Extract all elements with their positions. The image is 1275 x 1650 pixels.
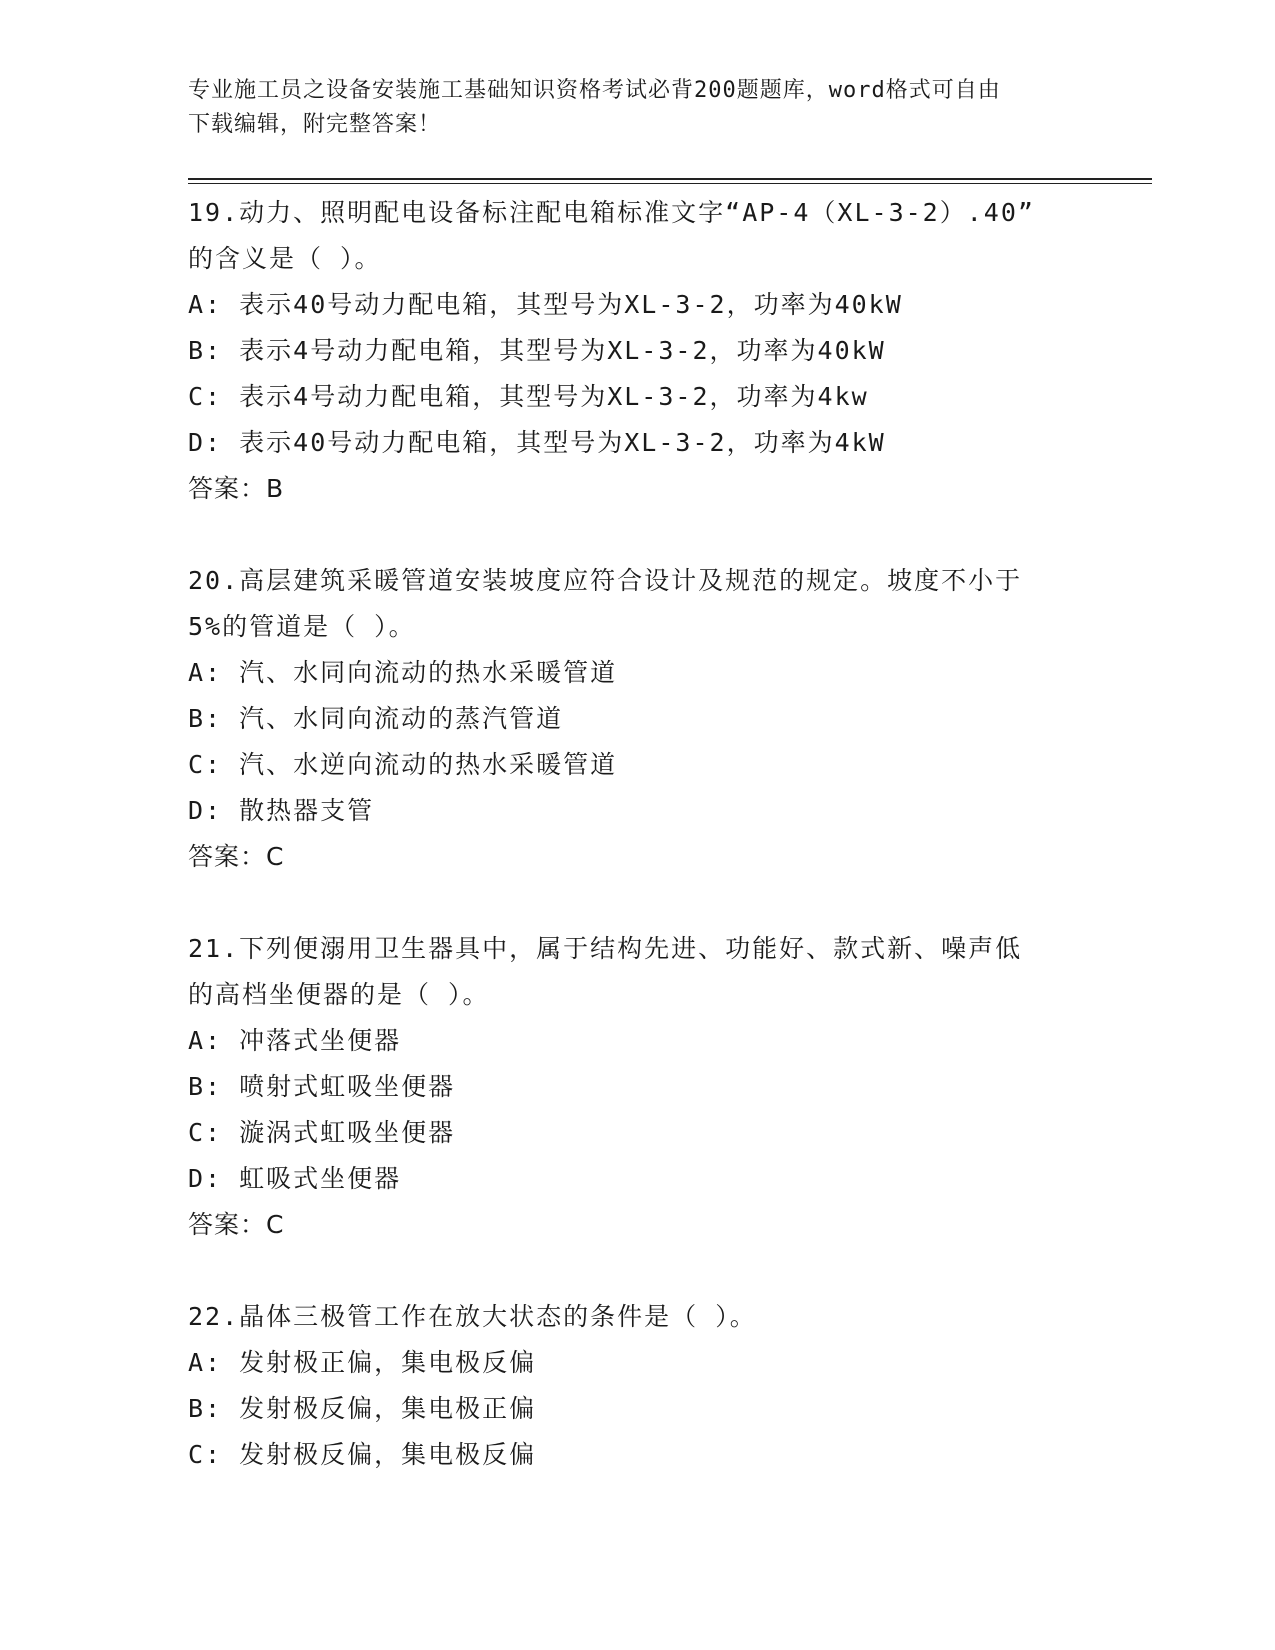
question-21 (188, 926, 1088, 1248)
header-line-2: 下载编辑，附完整答案！ (188, 112, 442, 137)
option-b: B: 表示4号动力配电箱，其型号为XL-3-2，功率为40kW (188, 336, 886, 365)
option-a: A: 发射极正偏，集电极反偏 (188, 1348, 537, 1377)
option-c: C: 汽、水逆向流动的热水采暖管道 (188, 750, 618, 779)
option-c: C: 表示4号动力配电箱，其型号为XL-3-2，功率为4kw (188, 382, 869, 411)
answer: 答案：C (188, 1210, 285, 1239)
option-b: B: 发射极反偏，集电极正偏 (188, 1394, 537, 1423)
header-line-1: 专业施工员之设备安装施工基础知识资格考试必背200题题库，word格式可自由 (188, 78, 1001, 103)
question-stem: 5%的管道是（ ）。 (188, 612, 416, 641)
option-a: A: 表示40号动力配电箱，其型号为XL-3-2，功率为40kW (188, 290, 903, 319)
question-stem: 的高档坐便器的是（ ）。 (188, 980, 490, 1009)
question-19 (188, 190, 1088, 512)
option-a: A: 冲落式坐便器 (188, 1026, 402, 1055)
answer: 答案：B (188, 474, 285, 503)
question-stem: 20.高层建筑采暖管道安装坡度应符合设计及规范的规定。坡度不小于 (188, 566, 1023, 595)
question-stem: 21.下列便溺用卫生器具中，属于结构先进、功能好、款式新、噪声低 (188, 934, 1023, 963)
header-divider-thin (188, 183, 1152, 184)
option-b: B: 喷射式虹吸坐便器 (188, 1072, 456, 1101)
question-stem: 的含义是（ ）。 (188, 244, 382, 273)
question-list (188, 190, 1088, 1524)
option-d: D: 散热器支管 (188, 796, 375, 825)
document-header (188, 74, 1088, 142)
question-stem: 19.动力、照明配电设备标注配电箱标准文字“AP-4（XL-3-2）.40” (188, 198, 1035, 227)
option-d: D: 虹吸式坐便器 (188, 1164, 402, 1193)
option-b: B: 汽、水同向流动的蒸汽管道 (188, 704, 564, 733)
question-20 (188, 558, 1088, 880)
answer: 答案：C (188, 842, 285, 871)
option-c: C: 发射极反偏，集电极反偏 (188, 1440, 537, 1469)
option-c: C: 漩涡式虹吸坐便器 (188, 1118, 456, 1147)
option-d: D: 表示40号动力配电箱，其型号为XL-3-2，功率为4kW (188, 428, 886, 457)
header-divider-thick (188, 178, 1152, 180)
question-22 (188, 1294, 1088, 1478)
question-stem: 22.晶体三极管工作在放大状态的条件是（ ）。 (188, 1302, 757, 1331)
option-a: A: 汽、水同向流动的热水采暖管道 (188, 658, 618, 687)
